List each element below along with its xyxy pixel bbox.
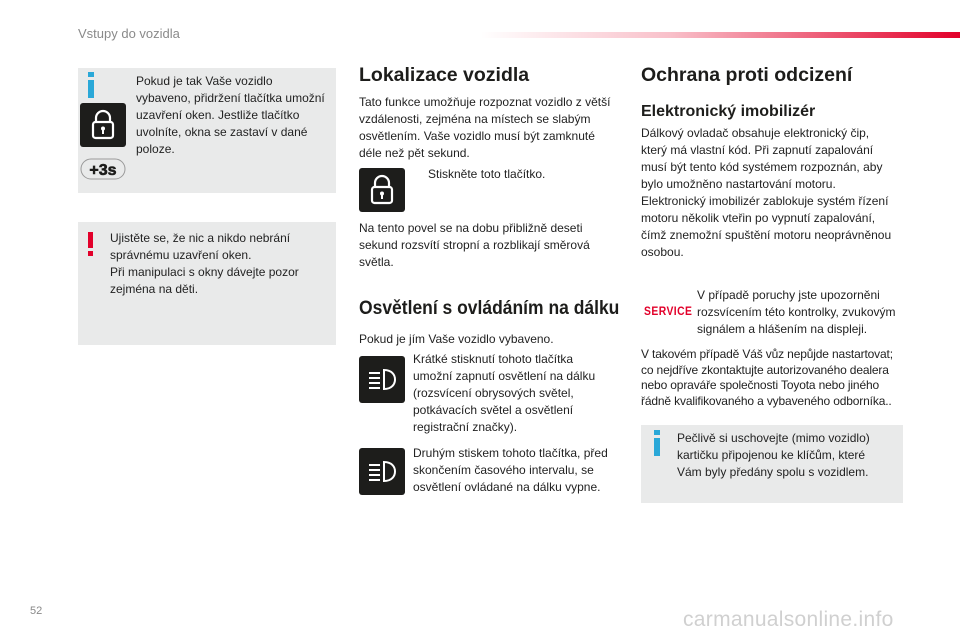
immobilizer-body: Dálkový ovladač obsahuje elektronický čip, který má vlastní kód. Při zapnutí zapalování musí být tento kód systémem rozpoznán, aby bylo umožněno nastartování motoru. Elektronický imobilizér zablokuje systém řízení motoru několik vteřin po vypnutí zapalování, čímž znemožní spuštění motoru neoprávněnou osobou. xyxy=(641,126,892,259)
remote-lighting-condition: Pokud je jím Vaše vozidlo vybaveno. xyxy=(359,332,554,346)
page-number: 52 xyxy=(30,605,43,617)
second-press-text: Druhým stiskem tohoto tlačítka, před skončením časového intervalu, se osvětlení ovládané na dálku vypne. xyxy=(413,446,608,494)
lock-icon xyxy=(80,103,126,147)
key-card-text: Pečlivě si uschovejte (mimo vozidlo) kartičku připojenou ke klíčům, které Vám byly předány spolu s vozidlem. xyxy=(677,431,870,479)
locator-result: Na tento povel se na dobu přibližně deseti sekund rozsvítí stropní a rozblikají směrová světla. xyxy=(359,221,590,269)
short-press-text: Krátké stisknutí tohoto tlačítka umožní zapnutí osvětlení na dálku (rozsvícení obrysových světel, potkávacích světel a osvětlení registrační značky). xyxy=(413,352,596,434)
info-text-window-close: Pokud je tak Vaše vozidlo vybaveno, přidržení tlačítka umožní uzavření oken. Jestliže tlačítko uvolníte, okna se zastaví v dané poloze. xyxy=(136,74,325,156)
warning-text: Ujistěte se, že nic a nikdo nebrání správnému uzavření oken. Při manipulaci s okny dávejte pozor zejména na děti. xyxy=(110,231,299,296)
header-accent-bar xyxy=(480,32,960,38)
hold-3s-badge xyxy=(80,154,126,184)
service-warning-text: V případě poruchy jste upozorněni rozsvícením této kontrolky, zvukovým signálem a hlášením na displeji. xyxy=(697,288,896,336)
badge-text: +3s xyxy=(89,162,117,179)
step-press-button: Stiskněte toto tlačítko. xyxy=(428,167,546,181)
service-warning-lamp-icon: SERVICE xyxy=(644,306,693,318)
title-remote-lighting: Osvětlení s ovládáním na dálku xyxy=(359,298,620,319)
subtitle-immobilizer: Elektronický imobilizér xyxy=(641,103,816,120)
headlight-icon xyxy=(359,448,405,495)
service-followup: V takovém případě Váš vůz nepůjde nastartovat; co nejdříve zkontaktujte autorizovaného dealera nebo opraváře společnosti Toyota nebo jiného řádně kvalifikovaného a vybaveného odborníka.. xyxy=(641,347,893,408)
section-header: Vstupy do vozidla xyxy=(78,26,180,41)
title-vehicle-locator: Lokalizace vozidla xyxy=(359,64,530,86)
lock-icon xyxy=(359,168,405,212)
headlight-icon xyxy=(359,356,405,403)
watermark: carmanualsonline.info xyxy=(683,608,894,631)
title-theft-protection: Ochrana proti odcizení xyxy=(641,64,853,86)
locator-intro: Tato funkce umožňuje rozpoznat vozidlo z větší vzdálenosti, zejména na místech se slabým osvětlením. Vaše vozidlo musí být zamknuté déle než pět sekund. xyxy=(359,95,611,160)
